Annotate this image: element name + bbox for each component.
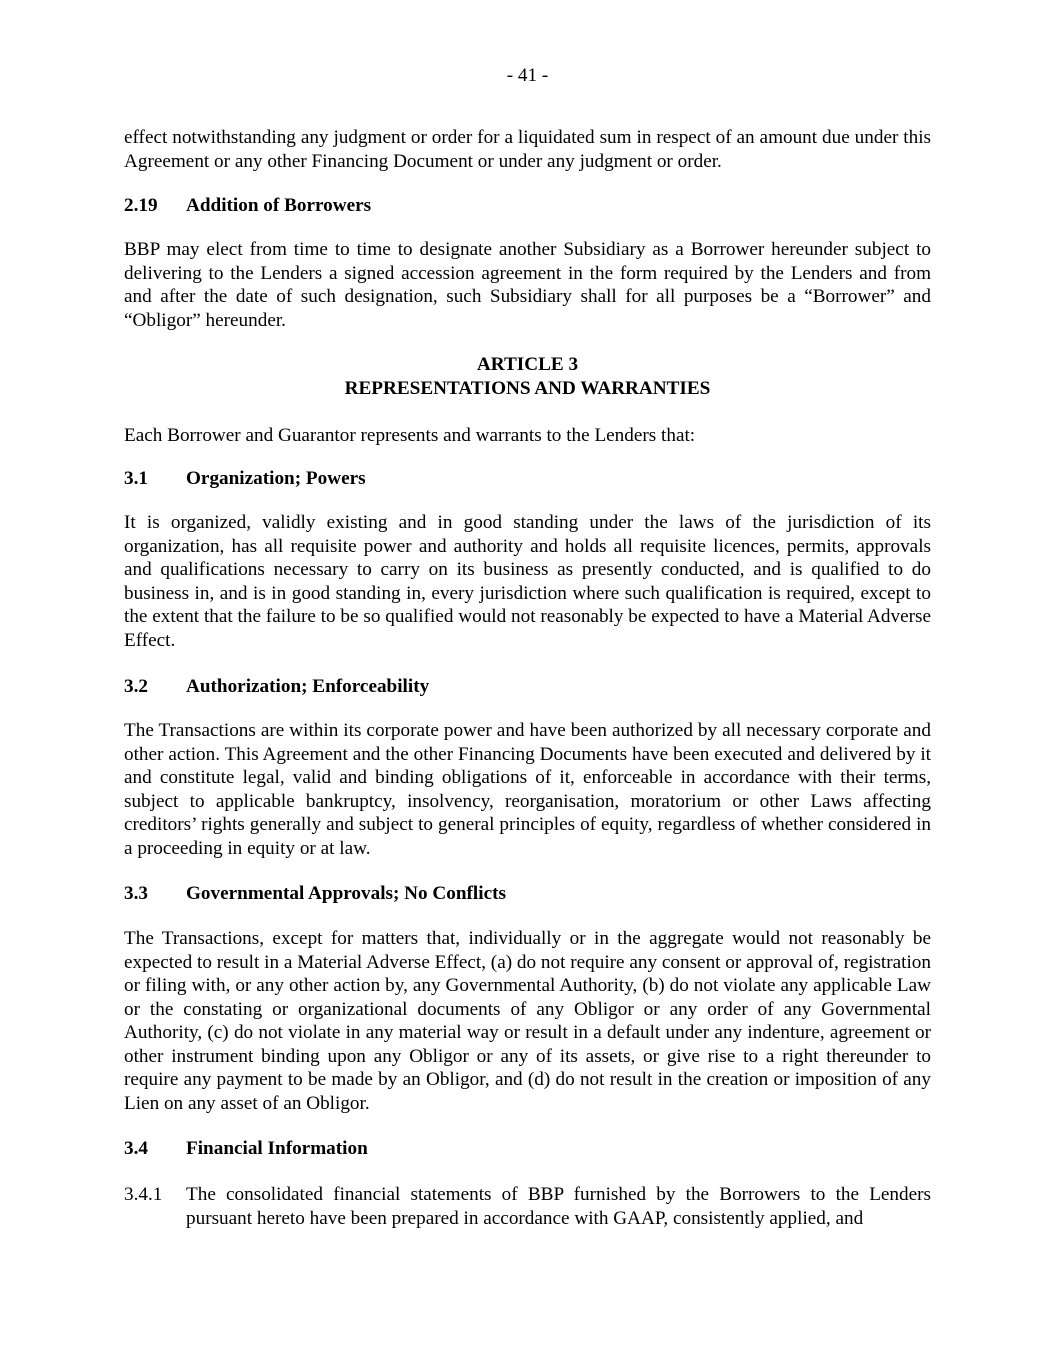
- section-body-3-2: The Transactions are within its corporate power and have been authorized by all necessary corporate and other action. This Agreement and the other Financing Documents have been executed and delivered by it and constitute legal, valid and binding obligations of it, enforceable in accordance with their terms, subject to applicable bankruptcy, insolvency, reorganisation, moratorium or other Laws affecting creditors’ rights generally and subject to general principles of equity, regardless of whether considered in a proceeding in equity or at law.: [124, 720, 931, 859]
- continuation-paragraph: effect notwithstanding any judgment or order for a liquidated sum in respect of an amount due under this Agreement or any other Financing Document or under any judgment or order.: [124, 127, 931, 172]
- section-number: 3.1: [124, 468, 148, 489]
- section-title: Organization; Powers: [186, 468, 366, 489]
- section-body-3-1: It is organized, validly existing and in good standing under the laws of the jurisdiction of its organization, has all requisite power and authority and holds all requisite licences, permits, approvals and qualifications necessary to carry on its business as presently conducted, and is qualified to do business in, and is in good standing in, every jurisdiction where such qualification is required, except to the extent that the failure to be so qualified would not reasonably be expected to have a Material Adverse Effect.: [124, 512, 931, 651]
- section-title: Financial Information: [186, 1138, 368, 1159]
- section-heading-3-3: [124, 882, 931, 906]
- page-number: - 41 -: [506, 65, 549, 86]
- subsection-3-4-1: [124, 1183, 931, 1230]
- article-intro: Each Borrower and Guarantor represents and warrants to the Lenders that:: [124, 425, 696, 446]
- section-heading-3-2: [124, 675, 931, 699]
- section-number: 3.2: [124, 676, 148, 697]
- subsection-number: 3.4.1: [124, 1184, 163, 1205]
- article-number: ARTICLE 3: [476, 354, 579, 375]
- section-heading-3-1: [124, 467, 931, 491]
- section-heading-2-19: [124, 194, 931, 218]
- section-number: 2.19: [124, 195, 158, 216]
- subsection-body: The consolidated financial statements of BBP furnished by the Borrowers to the Lenders pursuant hereto have been prepared in accordance with GAAP, consistently applied, and: [186, 1184, 931, 1229]
- section-title: Authorization; Enforceability: [186, 676, 430, 697]
- section-number: 3.3: [124, 883, 148, 904]
- section-title: Governmental Approvals; No Conflicts: [186, 883, 506, 904]
- article-heading: [124, 353, 931, 400]
- article-title: REPRESENTATIONS AND WARRANTIES: [344, 377, 711, 399]
- section-heading-3-4: [124, 1137, 931, 1161]
- section-title: Addition of Borrowers: [186, 195, 372, 216]
- section-body-3-3: The Transactions, except for matters that, individually or in the aggregate would not reasonably be expected to result in a Material Adverse Effect, (a) do not require any consent or approval of, registration or filing with, or any other action by, any Governmental Authority, (b) do not violate any applicable Law or the constating or organizational documents of any Obligor or any order of any Governmental Authority, (c) do not violate in any material way or result in a default under any indenture, agreement or other instrument binding upon any Obligor or any of its assets, or give rise to a right thereunder to require any payment to be made by an Obligor, and (d) do not result in the creation or imposition of any Lien on any asset of an Obligor.: [124, 928, 931, 1114]
- section-number: 3.4: [124, 1138, 148, 1159]
- section-body-2-19: BBP may elect from time to time to designate another Subsidiary as a Borrower hereunder subject to delivering to the Lenders a signed accession agreement in the form required by the Lenders and from and after the date of such designation, such Subsidiary shall for all purposes be a “Borrower” and “Obligor” hereunder.: [124, 239, 931, 331]
